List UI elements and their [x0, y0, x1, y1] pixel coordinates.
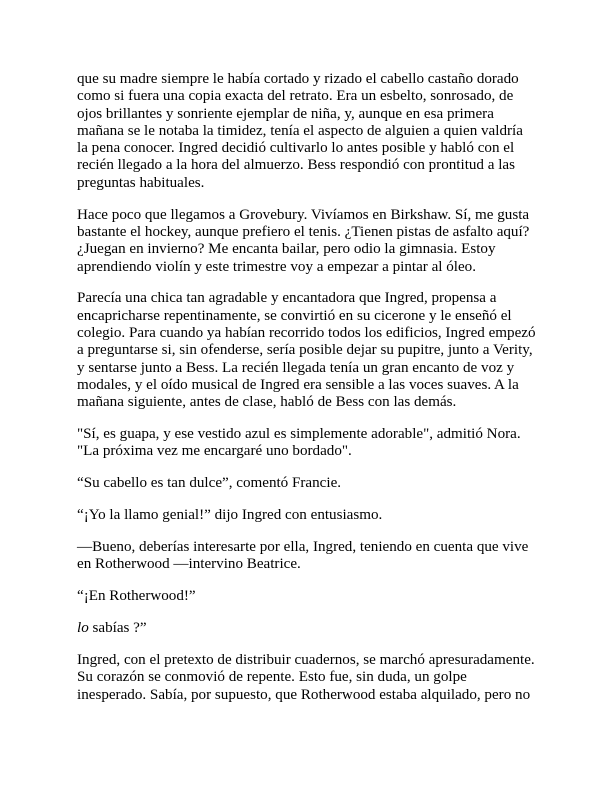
paragraph-9-rest: sabías ?” — [88, 620, 147, 637]
paragraph-7: —Bueno, deberías interesarte por ella, Ingred, teniendo en cuenta que vive en Rotherwood —intervino Beatrice. — [77, 539, 529, 573]
paragraph-6: “¡Yo la llamo genial!” dijo Ingred con entusiasmo. — [77, 507, 383, 524]
paragraph-1: que su madre siempre le había cortado y rizado el cabello castaño dorado como si fuera una copia exacta del retrato. Era un esbelto, sonrosado, de ojos brillantes y sonriente ejemplar de niña, y, aunque en esa primera mañana se le notaba la timidez, tenía el aspecto de alguien a quien valdría la pena conocer. Ingred decidió cultivarlo lo antes posible y habló con el recién llegado a la hora del almuerzo. Bess respondió con prontitud a las preguntas habituales. — [77, 71, 523, 191]
paragraph-9 — [77, 620, 537, 637]
paragraph-10: Ingred, con el pretexto de distribuir cuadernos, se marchó apresuradamente. Su corazón se conmovió de repente. Esto fue, sin duda, un golpe inesperado. Sabía, por supuesto, que Rotherwood estaba alquilado, pero no — [77, 652, 535, 703]
paragraph-8: “¡En Rotherwood!” — [77, 588, 196, 605]
body-text — [77, 71, 537, 719]
paragraph-2: Hace poco que llegamos a Grovebury. Vivíamos en Birkshaw. Sí, me gusta bastante el hockey, aunque prefiero el tenis. ¿Tienen pistas de asfalto aquí? ¿Juegan en invierno? Me encanta bailar, pero odio la gimnasia. Estoy aprendiendo violín y este trimestre voy a empezar a pintar al óleo. — [77, 206, 530, 275]
paragraph-5: “Su cabello es tan dulce”, comentó Francie. — [77, 475, 342, 492]
paragraph-3: Parecía una chica tan agradable y encantadora que Ingred, propensa a encapricharse repentinamente, se convirtió en su cicerone y le enseñó el colegio. Para cuando ya habían recorrido todos los edificios, Ingred empezó a preguntarse si, sin ofenderse, sería posible dejar su pupitre, junto a Verity, y sentarse junto a Bess. La recién llegada tenía un gran encanto de voz y modales, y el oído musical de Ingred era sensible a las voces suaves. A la mañana siguiente, antes de clase, habló de Bess con las demás. — [77, 290, 536, 411]
paragraph-4: "Sí, es guapa, y ese vestido azul es simplemente adorable", admitió Nora. "La próxima vez me encargaré uno bordado". — [77, 426, 521, 460]
italic-word: lo — [77, 620, 89, 637]
